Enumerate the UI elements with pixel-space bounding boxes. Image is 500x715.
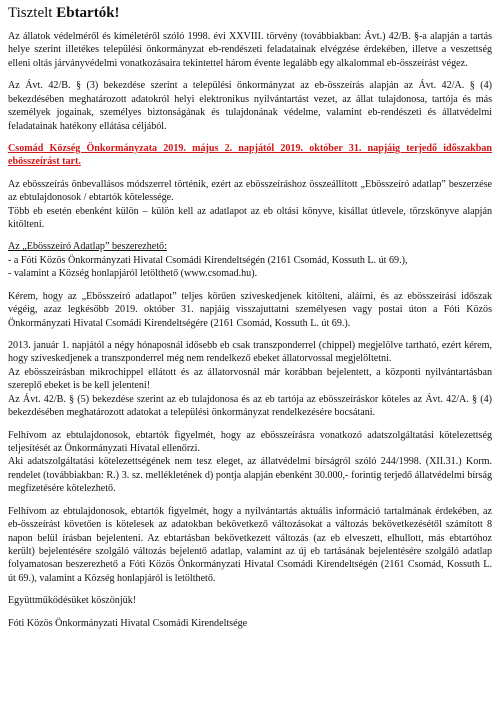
paragraph-return-instructions: Kérem, hogy az „Ebösszeíró adatlapot” teljes körűen szíveskedjenek kitölteni, aláírni, és az ebösszeírási időszak végéig, azaz legkésőbb 2019. október 31. napjáig visszajuttatni személyesen vagy postai úton a Fóti Közös Önkormányzati Hivatal Csomádi Kirendeltségére (2161 Csomád, Kossuth L. út 69.).: [8, 290, 492, 329]
paragraph-fine: Aki adatszolgáltatási kötelezettségének nem tesz eleget, az állatvédelmi bírságról szóló 244/1998. (XII.31.) Korm. rendelet (továbbiakban: R.) 3. sz. mellékletének d) pontja alapján ebenként 30.000,- forintig terjedő állatvédelmi bírság megfizetésére kötelezhető.: [8, 456, 492, 495]
paragraph-microchip-requirement: 2013. január 1. napjától a négy hónaposnál idősebb eb csak transzponderrel (chippel) megjelölve tartható, ezért kérem, hogy szíveskedjenek a transzponderrel még nem rendelkező ebeket állatorvossal megjelöltetni.: [8, 340, 492, 365]
form-sources-heading: Az „Ebösszeíró Adatlap” beszerezhető:: [8, 241, 167, 253]
form-source-website: - valamint a Község honlapjáról letölthető (www.csomad.hu).: [8, 268, 258, 280]
paragraph-change-reporting: Felhívom az ebtulajdonosok, ebtartók figyelmét, hogy a nyilvántartás aktuális információ tartalmának érdekében, az eb-összeírást követően is kötelesek az adatokban bekövetkező változásokat a változás bekövetkezésétől számított 8 napon belül írásban bejelenteni. Az ebtartásban bekövetkezett változás (az eb elveszett, elhullott, más ebtartóhoz került) bejelentésére szolgáló változás bejelentő adatlap, valamint az új eb tartásának bejelentésére szolgáló adatlap folyamatosan beszerezhető a Fóti Közös Önkormányzati Hivatal Csomádi Kirendeltségén (2161 Csomád, Kossuth L. út 69.), valamint a Község honlapjáról is letölthető.: [8, 505, 492, 584]
greeting-name: Ebtartók!: [56, 5, 120, 21]
signature: Fóti Közös Önkormányzati Hivatal Csomádi Kirendeltsége: [8, 617, 248, 629]
census-period-notice: Csomád Község Önkormányzata 2019. május 2. napjától 2019. október 31. napjáig terjedő időszakban ebösszeírást tart.: [8, 142, 492, 168]
greeting-prefix: Tisztelt: [8, 5, 57, 21]
paragraph-chipped-dogs: Az ebösszeírásban mikrochippel ellátott és az állatorvosnál már korábban bejelentett, a központi nyilvántartásban szereplő ebeket is be kell jelenteni!: [8, 366, 492, 392]
form-sources-block: [8, 240, 492, 280]
paragraph-owner-obligation: Az Ávt. 42/B. § (5) bekezdése szerint az eb tulajdonosa és az eb tartója az ebösszeíráskor köteles az Ávt. 42/A. § (4) bekezdésében meghatározott adatokat a települési önkormányzat rendelkezésére bocsátani.: [8, 393, 492, 419]
paragraph-verification: Felhívom az ebtulajdonosok, ebtartók figyelmét, hogy az ebösszeírásra vonatkozó adatszolgáltatási kötelezettség teljesítését az Önkormányzati Hivatal ellenőrzi.: [8, 429, 492, 454]
paragraph-registry: Az Ávt. 42/B. § (3) bekezdése szerint a települési önkormányzat az eb-összeírás alapján az Ávt. 42/A. § (4) bekezdésében meghatározott adatokról helyi elektronikus nyilvántartást vezet, az állat tulajdonosa, tartója és más személyek jogainak, személyes biztonságának és tulajdonának védelme, valamint eb-rendészeti és állatvédelmi feladatainak hatékony ellátása céljából.: [8, 80, 492, 132]
form-source-office: - a Fóti Közös Önkormányzati Hivatal Csomádi Kirendeltségén (2161 Csomád, Kossuth L. út 69.),: [8, 254, 408, 266]
paragraph-legal-basis: Az állatok védelméről és kíméletéről szóló 1998. évi XXVIII. törvény (továbbiakban: Ávt.) 42/B. §-a alapján a tartás helye szerint illetékes települési önkormányzat eb-rendészeti feladatainak elvégzése érdekében, illetve a veszettség elleni oltás járványvédelmi vonatkozásaira tekintettel három évente legalább egy alkalommal eb-összeírást végez.: [8, 31, 492, 69]
paragraph-per-dog-form: Több eb esetén ebenként külön – külön kell az adatlapot az eb oltási könyve, kisállat útlevele, törzskönyve alapján kitölteni.: [8, 205, 492, 231]
greeting: [8, 4, 492, 22]
closing-thanks: Együttműködésüket köszönjük!: [8, 595, 137, 607]
paragraph-self-declaration: Az ebösszeírás önbevallásos módszerrel történik, ezért az ebösszeíráshoz összeállított „Ebösszeíró adatlap” beszerzése az ebtulajdonosok / ebtartók kötelessége.: [8, 178, 492, 204]
